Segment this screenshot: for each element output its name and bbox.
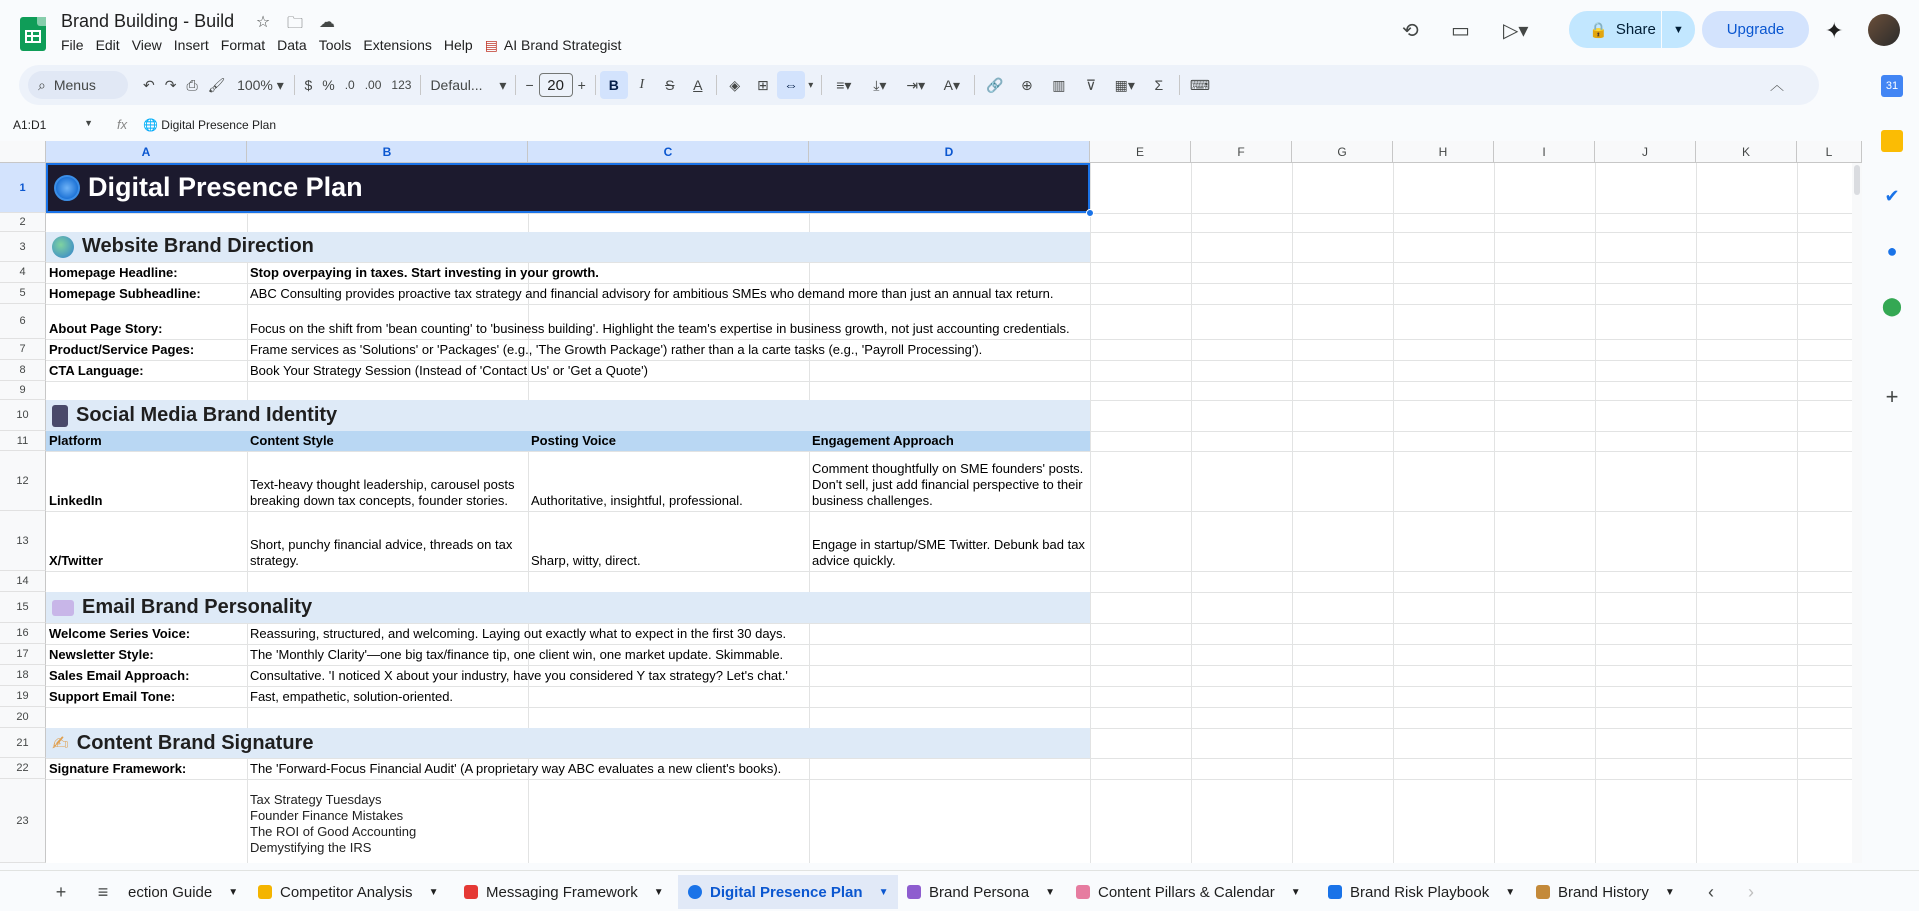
gridline xyxy=(46,707,1862,708)
font-select[interactable]: Defaul... ▾ xyxy=(430,76,507,93)
label-cell[interactable]: Sales Email Approach: xyxy=(49,668,190,683)
keep-icon[interactable] xyxy=(1881,130,1903,152)
row-header[interactable]: 18 xyxy=(0,665,46,686)
meet-icon[interactable]: ▷▾ xyxy=(1503,20,1529,42)
sheet-title: Digital Presence Plan xyxy=(54,172,363,203)
menu-format[interactable]: Format xyxy=(220,37,266,53)
redo-icon[interactable]: ↷ xyxy=(164,76,177,93)
column-header-g[interactable]: G xyxy=(1292,141,1393,163)
value-cell[interactable]: Fast, empathetic, solution-oriented. xyxy=(250,689,454,704)
value-cell[interactable]: Reassuring, structured, and welcoming. Laying out exactly what to expect in the first 30 days. xyxy=(250,626,787,641)
theme-item: The ROI of Good Accounting xyxy=(250,824,417,839)
row-header[interactable]: 14 xyxy=(0,571,46,592)
menu-file[interactable]: File xyxy=(61,37,84,53)
column-header-h[interactable]: H xyxy=(1393,141,1494,163)
chevron-down-icon[interactable]: ▾ xyxy=(808,79,814,91)
value-cell[interactable]: The 'Monthly Clarity'—one big tax/finance tip, one client win, one market update. Skimmable. xyxy=(250,647,784,662)
value-cell[interactable]: Focus on the shift from 'bean counting' to 'business building'. Highlight the team's expertise in business growth, not just accounting credentials. xyxy=(250,321,1070,336)
text-wrapping-icon[interactable]: ⇥▾ xyxy=(906,76,926,93)
share-dropdown-button[interactable]: ▼ xyxy=(1661,11,1695,48)
currency-format-button[interactable]: $ xyxy=(304,77,313,93)
value-cell[interactable]: ABC Consulting provides proactive tax strategy and financial advisory for ambitious SMEs who demand more than just an annual tax return. xyxy=(250,286,1054,301)
row-header[interactable]: 4 xyxy=(0,262,46,283)
chevron-down-icon: ▼ xyxy=(1045,886,1055,898)
section-heading-email: Email Brand Personality xyxy=(52,596,312,619)
divider xyxy=(595,75,596,95)
add-sheet-button[interactable]: + xyxy=(55,881,67,902)
lock-icon: 🔒 xyxy=(1589,21,1608,39)
column-header-l[interactable]: L xyxy=(1797,141,1862,163)
divider xyxy=(294,75,295,95)
column-header-a[interactable]: A xyxy=(46,141,247,163)
keyboard-icon[interactable]: ⌨ xyxy=(1189,76,1210,93)
chevron-down-icon: ▼ xyxy=(84,118,93,128)
table-header[interactable]: Posting Voice xyxy=(531,433,616,448)
maps-icon[interactable]: ⬤ xyxy=(1881,296,1903,316)
tab-icon xyxy=(907,885,921,899)
sheet-tab[interactable]: ection Guide ▼ xyxy=(128,883,239,901)
name-box[interactable]: A1:D1 ▼ xyxy=(13,118,93,132)
star-icon[interactable]: ☆ xyxy=(255,14,271,31)
value-cell[interactable]: Frame services as 'Solutions' or 'Packages' (e.g., 'The Growth Package') rather than a la carte tasks (e.g., 'Payroll Processing'). xyxy=(250,342,983,357)
font-size-input[interactable]: 20 xyxy=(539,73,573,97)
text-color-button[interactable]: A xyxy=(693,77,703,93)
font-size-increase-button[interactable]: + xyxy=(577,77,586,93)
row-header[interactable]: 13 xyxy=(0,511,46,571)
formula-input[interactable]: 🌐 Digital Presence Plan xyxy=(143,118,277,132)
gridline xyxy=(46,381,1862,382)
search-icon: ⌕ xyxy=(38,76,46,93)
insert-link-icon[interactable]: 🔗 xyxy=(986,76,1004,93)
increase-decimal-button[interactable]: .00 xyxy=(364,78,382,92)
bold-button[interactable]: B xyxy=(600,71,628,99)
globe-icon xyxy=(54,175,80,201)
email-icon xyxy=(52,600,74,616)
sheet-tab[interactable]: Brand Persona ▼ xyxy=(897,877,1065,907)
zoom-select[interactable]: 100% ▾ xyxy=(237,76,284,93)
label-cell[interactable]: About Page Story: xyxy=(49,321,163,336)
scroll-tabs-right-icon[interactable]: › xyxy=(1748,881,1754,902)
comments-icon[interactable]: ▭ xyxy=(1451,20,1470,42)
menu-bar xyxy=(61,37,633,54)
sheet-tab-active[interactable]: Digital Presence Plan ▼ xyxy=(678,875,898,909)
earth-icon xyxy=(52,236,74,258)
chevron-down-icon: ▼ xyxy=(1664,886,1675,898)
chevron-down-icon: ▼ xyxy=(878,886,889,898)
phone-icon xyxy=(52,405,68,427)
selection-handle[interactable] xyxy=(1086,209,1094,217)
table-cell[interactable]: Comment thoughtfully on SME founders' posts. Don't sell, just add financial perspective to their business challenges. xyxy=(812,461,1084,508)
chevron-down-icon: ▼ xyxy=(653,886,664,898)
contacts-icon[interactable]: ● xyxy=(1886,241,1898,261)
menu-edit[interactable]: Edit xyxy=(95,37,120,53)
divider xyxy=(515,75,516,95)
scrollbar-thumb[interactable] xyxy=(1854,165,1860,195)
cloud-status-icon[interactable]: ☁ xyxy=(319,14,335,31)
tab-icon xyxy=(258,885,272,899)
text-rotation-icon[interactable]: A▾ xyxy=(943,76,960,93)
table-cell[interactable]: Authoritative, insightful, professional. xyxy=(531,493,743,508)
label-cell[interactable]: Homepage Subheadline: xyxy=(49,286,201,301)
row-header[interactable]: 7 xyxy=(0,339,46,360)
column-header-k[interactable]: K xyxy=(1696,141,1797,163)
row-header[interactable]: 23 xyxy=(0,779,46,863)
insert-comment-icon[interactable]: ⊕ xyxy=(1020,76,1033,93)
share-button[interactable]: 🔒 Share xyxy=(1569,11,1676,48)
filter-views-icon[interactable]: ▦▾ xyxy=(1114,76,1135,93)
sheet-tab[interactable]: Brand Risk Playbook ▼ xyxy=(1318,877,1525,907)
decrease-decimal-button[interactable]: .0 xyxy=(344,78,355,92)
row-header[interactable]: 22 xyxy=(0,758,46,779)
divider xyxy=(974,75,975,95)
gridline xyxy=(46,779,1862,780)
horizontal-align-icon[interactable]: ≡▾ xyxy=(836,76,852,93)
label-cell[interactable]: Support Email Tone: xyxy=(49,689,176,704)
toolbar xyxy=(19,65,1819,105)
upgrade-button[interactable]: Upgrade xyxy=(1702,11,1809,48)
vertical-scrollbar[interactable] xyxy=(1852,163,1862,863)
chevron-down-icon: ▼ xyxy=(228,886,239,898)
sheet-tab[interactable]: Messaging Framework ▼ xyxy=(454,877,674,907)
column-header-j[interactable]: J xyxy=(1595,141,1696,163)
filter-icon[interactable]: ⊽ xyxy=(1085,76,1096,93)
menu-view[interactable]: View xyxy=(131,37,162,53)
row-header[interactable]: 16 xyxy=(0,623,46,644)
value-cell[interactable]: Book Your Strategy Session (Instead of 'Contact Us' or 'Get a Quote') xyxy=(250,363,648,378)
row-header[interactable]: 21 xyxy=(0,728,46,758)
globe-icon xyxy=(688,885,702,899)
tab-icon xyxy=(1076,885,1090,899)
scroll-tabs-left-icon[interactable]: ‹ xyxy=(1708,881,1714,902)
table-cell[interactable]: X/Twitter xyxy=(49,553,103,568)
sheet-tab[interactable]: Brand History ▼ xyxy=(1526,877,1685,907)
paint-format-icon[interactable]: 🖌 xyxy=(207,76,226,93)
table-cell[interactable]: LinkedIn xyxy=(49,493,103,508)
label-cell[interactable]: Newsletter Style: xyxy=(49,647,154,662)
chevron-down-icon: ▼ xyxy=(1290,886,1301,898)
divider xyxy=(716,75,717,95)
table-cell[interactable]: Text-heavy thought leadership, carousel posts breaking down tax concepts, founder stories. xyxy=(250,477,515,508)
tasks-icon[interactable]: ✔ xyxy=(1884,186,1900,206)
label-cell[interactable]: CTA Language: xyxy=(49,363,144,378)
print-icon[interactable]: ⎙ xyxy=(186,76,198,93)
italic-button[interactable]: I xyxy=(639,77,645,92)
font-size-decrease-button[interactable]: − xyxy=(525,77,534,93)
column-header-i[interactable]: I xyxy=(1494,141,1595,163)
row-header[interactable]: 10 xyxy=(0,400,46,431)
menu-data[interactable]: Data xyxy=(277,37,307,53)
label-cell[interactable]: Product/Service Pages: xyxy=(49,342,195,357)
spreadsheet-grid[interactable] xyxy=(0,141,1862,863)
writing-hand-icon: ✍ xyxy=(52,733,69,755)
row-header[interactable]: 20 xyxy=(0,707,46,728)
section-heading-social: Social Media Brand Identity xyxy=(52,404,337,427)
table-cell[interactable]: Engage in startup/SME Twitter. Debunk bad tax advice quickly. xyxy=(812,537,1085,568)
theme-item: Demystifying the IRS xyxy=(250,840,372,855)
chevron-down-icon: ▾ xyxy=(499,76,507,93)
borders-icon[interactable]: ⊞ xyxy=(756,76,769,93)
merge-cells-icon[interactable]: ⇔ xyxy=(777,71,805,99)
shield-icon xyxy=(1328,885,1342,899)
divider xyxy=(1179,75,1180,95)
table-header[interactable]: Engagement Approach xyxy=(812,433,954,448)
gemini-icon[interactable]: ✦ xyxy=(1825,18,1844,43)
side-panel xyxy=(1866,64,1919,864)
formula-bar xyxy=(0,112,1862,140)
value-cell[interactable]: Stop overpaying in taxes. Start investing in your growth. xyxy=(250,265,599,280)
chevron-down-icon: ▼ xyxy=(1505,886,1516,898)
menu-ai-brand-strategist[interactable]: ▤ AI Brand Strategist xyxy=(484,37,622,53)
section-heading-content: ✍ Content Brand Signature xyxy=(52,732,314,755)
value-cell[interactable]: Consultative. 'I noticed X about your industry, have you considered Y tax strategy? Let's chat.' xyxy=(250,668,788,683)
collapse-toolbar-icon[interactable]: ︿ xyxy=(1770,77,1784,93)
column-header-c[interactable]: C xyxy=(528,141,809,163)
label-cell[interactable]: Homepage Headline: xyxy=(49,265,178,280)
row-header[interactable]: 9 xyxy=(0,381,46,400)
row-header[interactable]: 6 xyxy=(0,304,46,339)
sheet-tab-bar xyxy=(0,870,1919,911)
document-title[interactable]: Brand Building - Build xyxy=(61,11,235,31)
column-header-b[interactable]: B xyxy=(247,141,528,163)
section-heading-website: Website Brand Direction xyxy=(52,235,314,258)
avatar[interactable] xyxy=(1868,14,1900,46)
column-header-f[interactable]: F xyxy=(1191,141,1292,163)
strikethrough-button[interactable]: S xyxy=(665,77,675,93)
title-bar xyxy=(0,0,1919,64)
row-header[interactable]: 15 xyxy=(0,592,46,623)
theme-item: Tax Strategy Tuesdays xyxy=(250,792,382,807)
script-icon: ▤ xyxy=(484,37,498,53)
menu-extensions[interactable]: Extensions xyxy=(363,37,432,53)
scroll-icon xyxy=(1536,885,1550,899)
percent-format-button[interactable]: % xyxy=(322,77,335,93)
gridline xyxy=(46,571,1862,572)
all-sheets-button[interactable]: ≡ xyxy=(97,881,109,902)
row-header[interactable]: 11 xyxy=(0,431,46,451)
chevron-down-icon: ▼ xyxy=(428,886,439,898)
insert-chart-icon[interactable]: ▥ xyxy=(1052,76,1066,93)
row-header[interactable]: 17 xyxy=(0,644,46,665)
tab-icon xyxy=(464,885,478,899)
row-header[interactable]: 12 xyxy=(0,451,46,511)
row-header[interactable]: 5 xyxy=(0,283,46,304)
row-header[interactable]: 1 xyxy=(0,163,46,213)
calendar-icon[interactable]: 31 xyxy=(1881,75,1903,97)
table-cell[interactable]: Sharp, witty, direct. xyxy=(531,553,641,568)
menu-insert[interactable]: Insert xyxy=(173,37,209,53)
gridline xyxy=(46,213,1862,214)
table-cell[interactable]: Short, punchy financial advice, threads on tax strategy. xyxy=(250,537,513,568)
table-header[interactable]: Platform xyxy=(49,433,102,448)
row-header[interactable]: 19 xyxy=(0,686,46,707)
number-format-button[interactable]: 123 xyxy=(391,78,412,92)
functions-button[interactable]: Σ xyxy=(1154,77,1164,93)
vertical-align-icon[interactable]: ⤓▾ xyxy=(873,76,887,93)
fx-icon: fx xyxy=(117,117,128,132)
row-header[interactable]: 3 xyxy=(0,232,46,262)
title-icons xyxy=(252,12,338,39)
add-addon-icon[interactable]: + xyxy=(1885,384,1899,409)
label-cell[interactable]: Signature Framework: xyxy=(49,761,187,776)
label-cell[interactable]: Welcome Series Voice: xyxy=(49,626,191,641)
fill-color-icon[interactable]: ◈ xyxy=(729,76,741,93)
column-header-d[interactable]: D xyxy=(809,141,1090,163)
version-history-icon[interactable]: ⟲ xyxy=(1402,20,1419,42)
sheet-tab[interactable]: Competitor Analysis ▼ xyxy=(248,877,448,907)
menu-help[interactable]: Help xyxy=(443,37,473,53)
table-header[interactable]: Content Style xyxy=(250,433,334,448)
theme-item: Founder Finance Mistakes xyxy=(250,808,404,823)
undo-icon[interactable]: ↶ xyxy=(143,76,155,93)
move-folder-icon[interactable]: 🗀 xyxy=(286,15,303,32)
row-header[interactable]: 8 xyxy=(0,360,46,381)
divider xyxy=(420,75,421,95)
divider xyxy=(821,75,822,95)
column-header-e[interactable]: E xyxy=(1090,141,1191,163)
theme-list[interactable] xyxy=(250,792,1090,856)
select-all-corner[interactable] xyxy=(0,141,46,163)
menu-search[interactable]: ⌕ Menus xyxy=(28,71,128,99)
value-cell[interactable]: The 'Forward-Focus Financial Audit' (A proprietary way ABC evaluates a new client's books). xyxy=(250,761,782,776)
menu-tools[interactable]: Tools xyxy=(318,37,352,53)
sheets-logo-icon[interactable] xyxy=(20,17,46,51)
row-header[interactable]: 2 xyxy=(0,213,46,232)
sheet-tab[interactable]: Content Pillars & Calendar ▼ xyxy=(1066,877,1311,907)
